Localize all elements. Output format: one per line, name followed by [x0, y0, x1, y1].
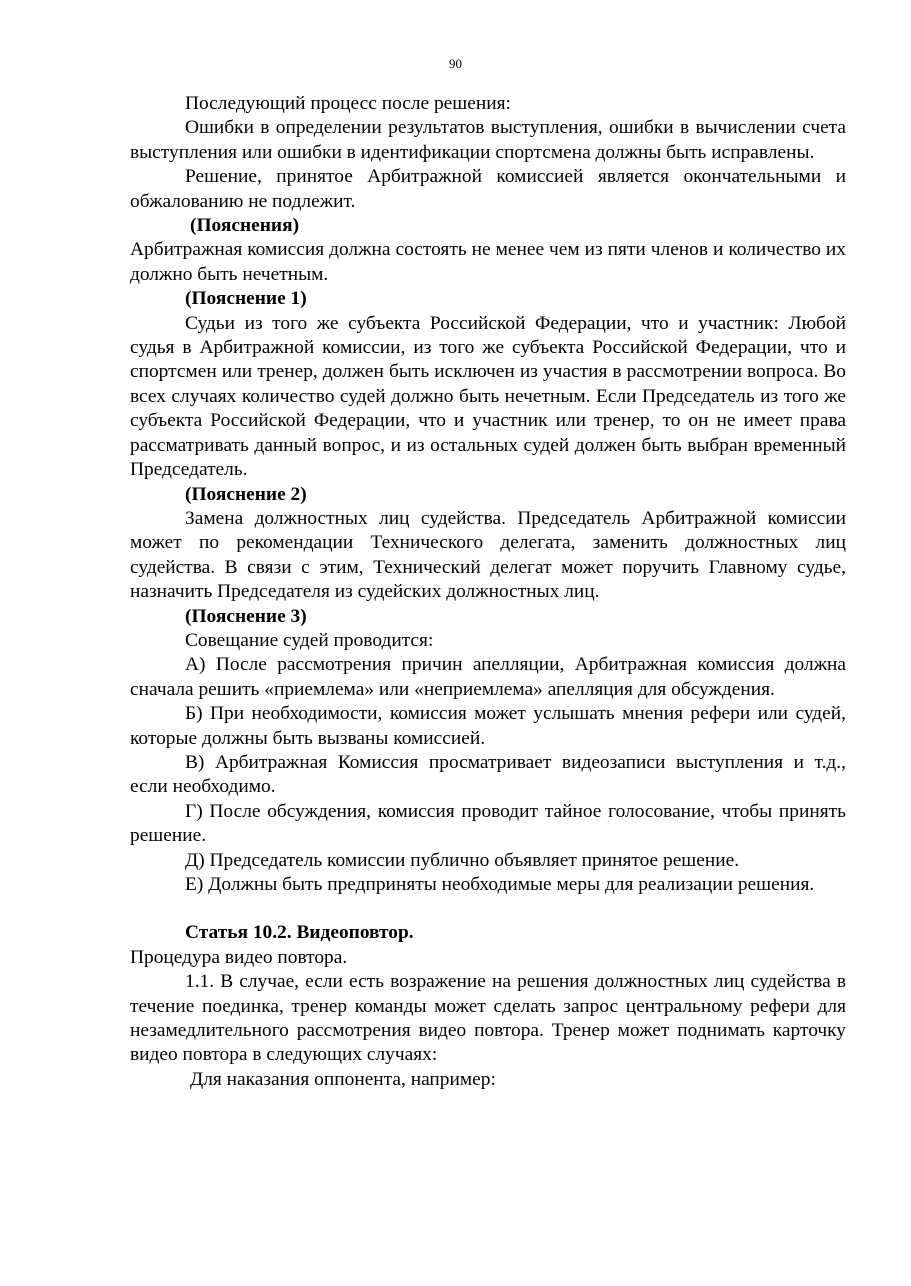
paragraph-judges-same-region: Судьи из того же субъекта Российской Федерации, что и участник: Любой судья в Арбитражной комиссии, из того же субъекта Российской Федерации, что и спортсмен или тренер, должен быть исключен из участия в рассмотрении вопроса. Во всех случаях количество судей должно быть нечетным. Если Председатель из того же субъекта Российской Федерации, что и участник или тренер, то он не имеет права рассматривать данный вопрос, и из остальных судей должен быть выбран временный Председатель. — [130, 312, 846, 481]
document-body — [130, 92, 846, 1092]
heading-explanation-2: (Пояснение 2) — [185, 483, 307, 505]
paragraph-officials-replacement: Замена должностных лиц судейства. Председатель Арбитражной комиссии может по рекомендации Технического делегата, заменить должностных лиц судейства. В связи с этим, Технический делегат может поручить Главному судье, назначить Председателя из судейских должностных лиц. — [130, 507, 846, 603]
paragraph-meeting-intro: Совещание судей проводится: — [185, 629, 434, 651]
list-item-e: Е) Должны быть предприняты необходимые меры для реализации решения. — [185, 874, 815, 895]
heading-explanations: (Пояснения) — [190, 215, 300, 237]
page-number: 90 — [449, 56, 462, 71]
heading-explanation-3: (Пояснение 3) — [185, 605, 307, 627]
paragraph-video-procedure: Процедура видео повтора. — [130, 946, 348, 968]
heading-article-10-2: Статья 10.2. Видеоповтор. — [185, 922, 414, 944]
list-item-g: Г) После обсуждения, комиссия проводит тайное голосование, чтобы принять решение. — [130, 800, 846, 847]
paragraph-process-after-decision: Последующий процесс после решения: — [185, 93, 511, 114]
paragraph-decision-final: Решение, принятое Арбитражной комиссией является окончательными и обжалованию не подлежит. — [130, 166, 846, 212]
section-spacer — [130, 897, 846, 921]
list-item-b: Б) При необходимости, комиссия может услышать мнения рефери или судей, которые должны быть вызваны комиссией. — [130, 703, 846, 749]
list-item-v: В) Арбитражная Комиссия просматривает видеозаписи выступления и т.д., если необходимо. — [130, 751, 846, 798]
paragraph-errors-corrected: Ошибки в определении результатов выступления, ошибки в вычислении счета выступления или ошибки в идентификации спортсмена должны быть исправлены. — [130, 117, 846, 163]
heading-explanation-1: (Пояснение 1) — [185, 288, 307, 310]
paragraph-penalty-opponent: Для наказания оппонента, например: — [190, 1068, 496, 1090]
list-item-d: Д) Председатель комиссии публично объявляет принятое решение. — [185, 849, 740, 871]
paragraph-commission-composition: Арбитражная комиссия должна состоять не менее чем из пяти членов и количество их должно быть нечетным. — [130, 239, 846, 285]
list-item-a: А) После рассмотрения причин апелляции, Арбитражная комиссия должна сначала решить «приемлема» или «неприемлема» апелляция для обсуждения. — [130, 654, 846, 700]
paragraph-video-request: 1.1. В случае, если есть возражение на решения должностных лиц судейства в течение поединка, тренер команды может сделать запрос центральному рефери для незамедлительного рассмотрения видео повтора. Тренер может поднимать карточку видео повтора в следующих случаях: — [130, 971, 846, 1066]
